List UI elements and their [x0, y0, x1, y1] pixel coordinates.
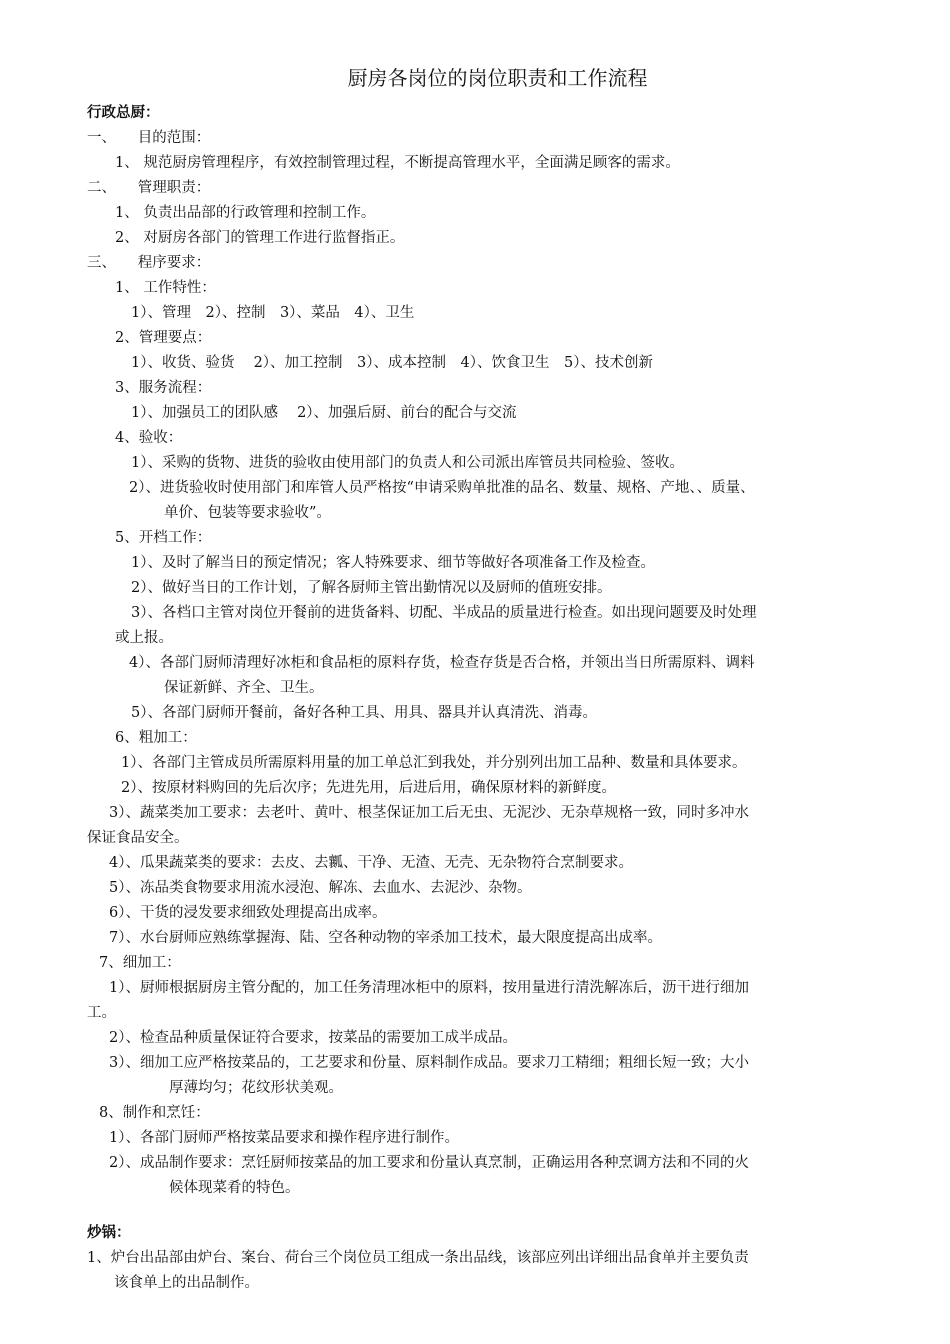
text-line: 1）、管理 2）、控制 3）、菜品 4）、卫生: [131, 305, 415, 321]
text-line: 1）、厨师根据厨房主管分配的，加工任务清理冰柜中的原料，按用量进行清洗解冻后，沥干进行细加: [109, 980, 749, 996]
text-line: 2）、按原材料购回的先后次序；先进先用，后进后用，确保原材料的新鲜度。: [121, 780, 616, 796]
text-line: 1）、采购的货物、进货的验收由使用部门的负责人和公司派出库管员共同检验、签收。: [131, 455, 684, 471]
document-title: 厨房各岗位的岗位职责和工作流程: [347, 66, 648, 90]
text-line: 或上报。: [115, 630, 173, 646]
text-line: 2）、检查品种质量保证符合要求，按菜品的需要加工成半成品。: [109, 1030, 517, 1046]
text-line: 5、开档工作：: [115, 530, 212, 546]
text-line: 1、 规范厨房管理程序，有效控制管理过程，不断提高管理水平，全面满足顾客的需求。: [115, 155, 680, 171]
text-line: 4）、瓜果蔬菜类的要求：去皮、去瓤、干净、无渣、无壳、无杂物符合烹制要求。: [109, 855, 633, 871]
text-line: 3）、细加工应严格按菜品的，工艺要求和份量、原料制作成品。要求刀工精细；粗细长短一致；大小: [109, 1055, 749, 1071]
text-line: 候体现菜肴的特色。: [169, 1180, 300, 1196]
text-line: 1、炉台出品部由炉台、案台、荷台三个岗位员工组成一条出品线，该部应列出详细出品食单并主要负责: [87, 1250, 749, 1266]
text-line: 1、 工作特性：: [115, 280, 216, 296]
text-line: 二、 管理职责：: [87, 180, 211, 196]
text-line: 单价、包装等要求验收”。: [164, 505, 331, 521]
text-line: 8、制作和烹饪：: [99, 1105, 210, 1121]
text-line: 3、服务流程：: [115, 380, 212, 396]
section-heading-executive-chef: 行政总厨：: [87, 105, 160, 121]
text-line: 2）、进货验收时使用部门和库管人员严格按“申请采购单批准的品名、数量、规格、产地、、质量、: [129, 480, 755, 496]
text-line: 6）、干货的浸发要求细致处理提高出成率。: [109, 905, 387, 921]
text-line: 1）、加强员工的团队感 2）、加强后厨、前台的配合与交流: [131, 405, 517, 421]
section-heading-wok: 炒锅：: [87, 1225, 131, 1241]
text-line: 2）、成品制作要求：烹饪厨师按菜品的加工要求和份量认真烹制，正确运用各种烹调方法和不同的火: [109, 1155, 749, 1171]
text-line: 厚薄均匀；花纹形状美观。: [169, 1080, 343, 1096]
text-line: 1）、及时了解当日的预定情况；客人特殊要求、细节等做好各项准备工作及检查。: [131, 555, 655, 571]
text-line: 1）、收货、验货 2）、加工控制 3）、成本控制 4）、饮食卫生 5）、技术创新: [131, 355, 653, 371]
text-line: 4、验收：: [115, 430, 183, 446]
text-line: 7）、水台厨师应熟练掌握海、陆、空各种动物的宰杀加工技术，最大限度提高出成率。: [109, 930, 662, 946]
text-line: 4）、各部门厨师清理好冰柜和食品柜的原料存货，检查存货是否合格，并领出当日所需原料、调料: [129, 655, 755, 671]
text-line: 3）、各档口主管对岗位开餐前的进货备料、切配、半成品的质量进行检查。如出现问题要及时处理: [131, 605, 757, 621]
text-line: 7、细加工：: [99, 955, 181, 971]
text-line: 1、 负责出品部的行政管理和控制工作。: [115, 205, 376, 221]
text-line: 保证食品安全。: [87, 830, 189, 846]
text-line: 2）、做好当日的工作计划，了解各厨师主管出勤情况以及厨师的值班安排。: [131, 580, 612, 596]
text-line: 6、粗加工：: [115, 730, 197, 746]
text-line: 3）、蔬菜类加工要求：去老叶、黄叶、根茎保证加工后无虫、无泥沙、无杂草规格一致，同时多冲水: [109, 805, 749, 821]
text-line: 2、 对厨房各部门的管理工作进行监督指正。: [115, 230, 405, 246]
text-line: 一、 目的范围：: [87, 130, 211, 146]
text-line: 5）、各部门厨师开餐前，备好各种工具、用具、器具并认真清洗、消毒。: [131, 705, 597, 721]
text-line: 保证新鲜、齐全、卫生。: [164, 680, 324, 696]
text-line: 1）、各部门厨师严格按菜品要求和操作程序进行制作。: [109, 1130, 459, 1146]
text-line: 三、 程序要求：: [87, 255, 211, 271]
text-line: 1）、各部门主管成员所需原料用量的加工单总汇到我处，并分别列出加工品种、数量和具体要求。: [121, 755, 747, 771]
text-line: 该食单上的出品制作。: [114, 1275, 259, 1291]
text-line: 5）、冻品类食物要求用流水浸泡、解冻、去血水、去泥沙、杂物。: [109, 880, 532, 896]
text-line: 2、管理要点：: [115, 330, 212, 346]
text-line: 工。: [87, 1005, 116, 1021]
